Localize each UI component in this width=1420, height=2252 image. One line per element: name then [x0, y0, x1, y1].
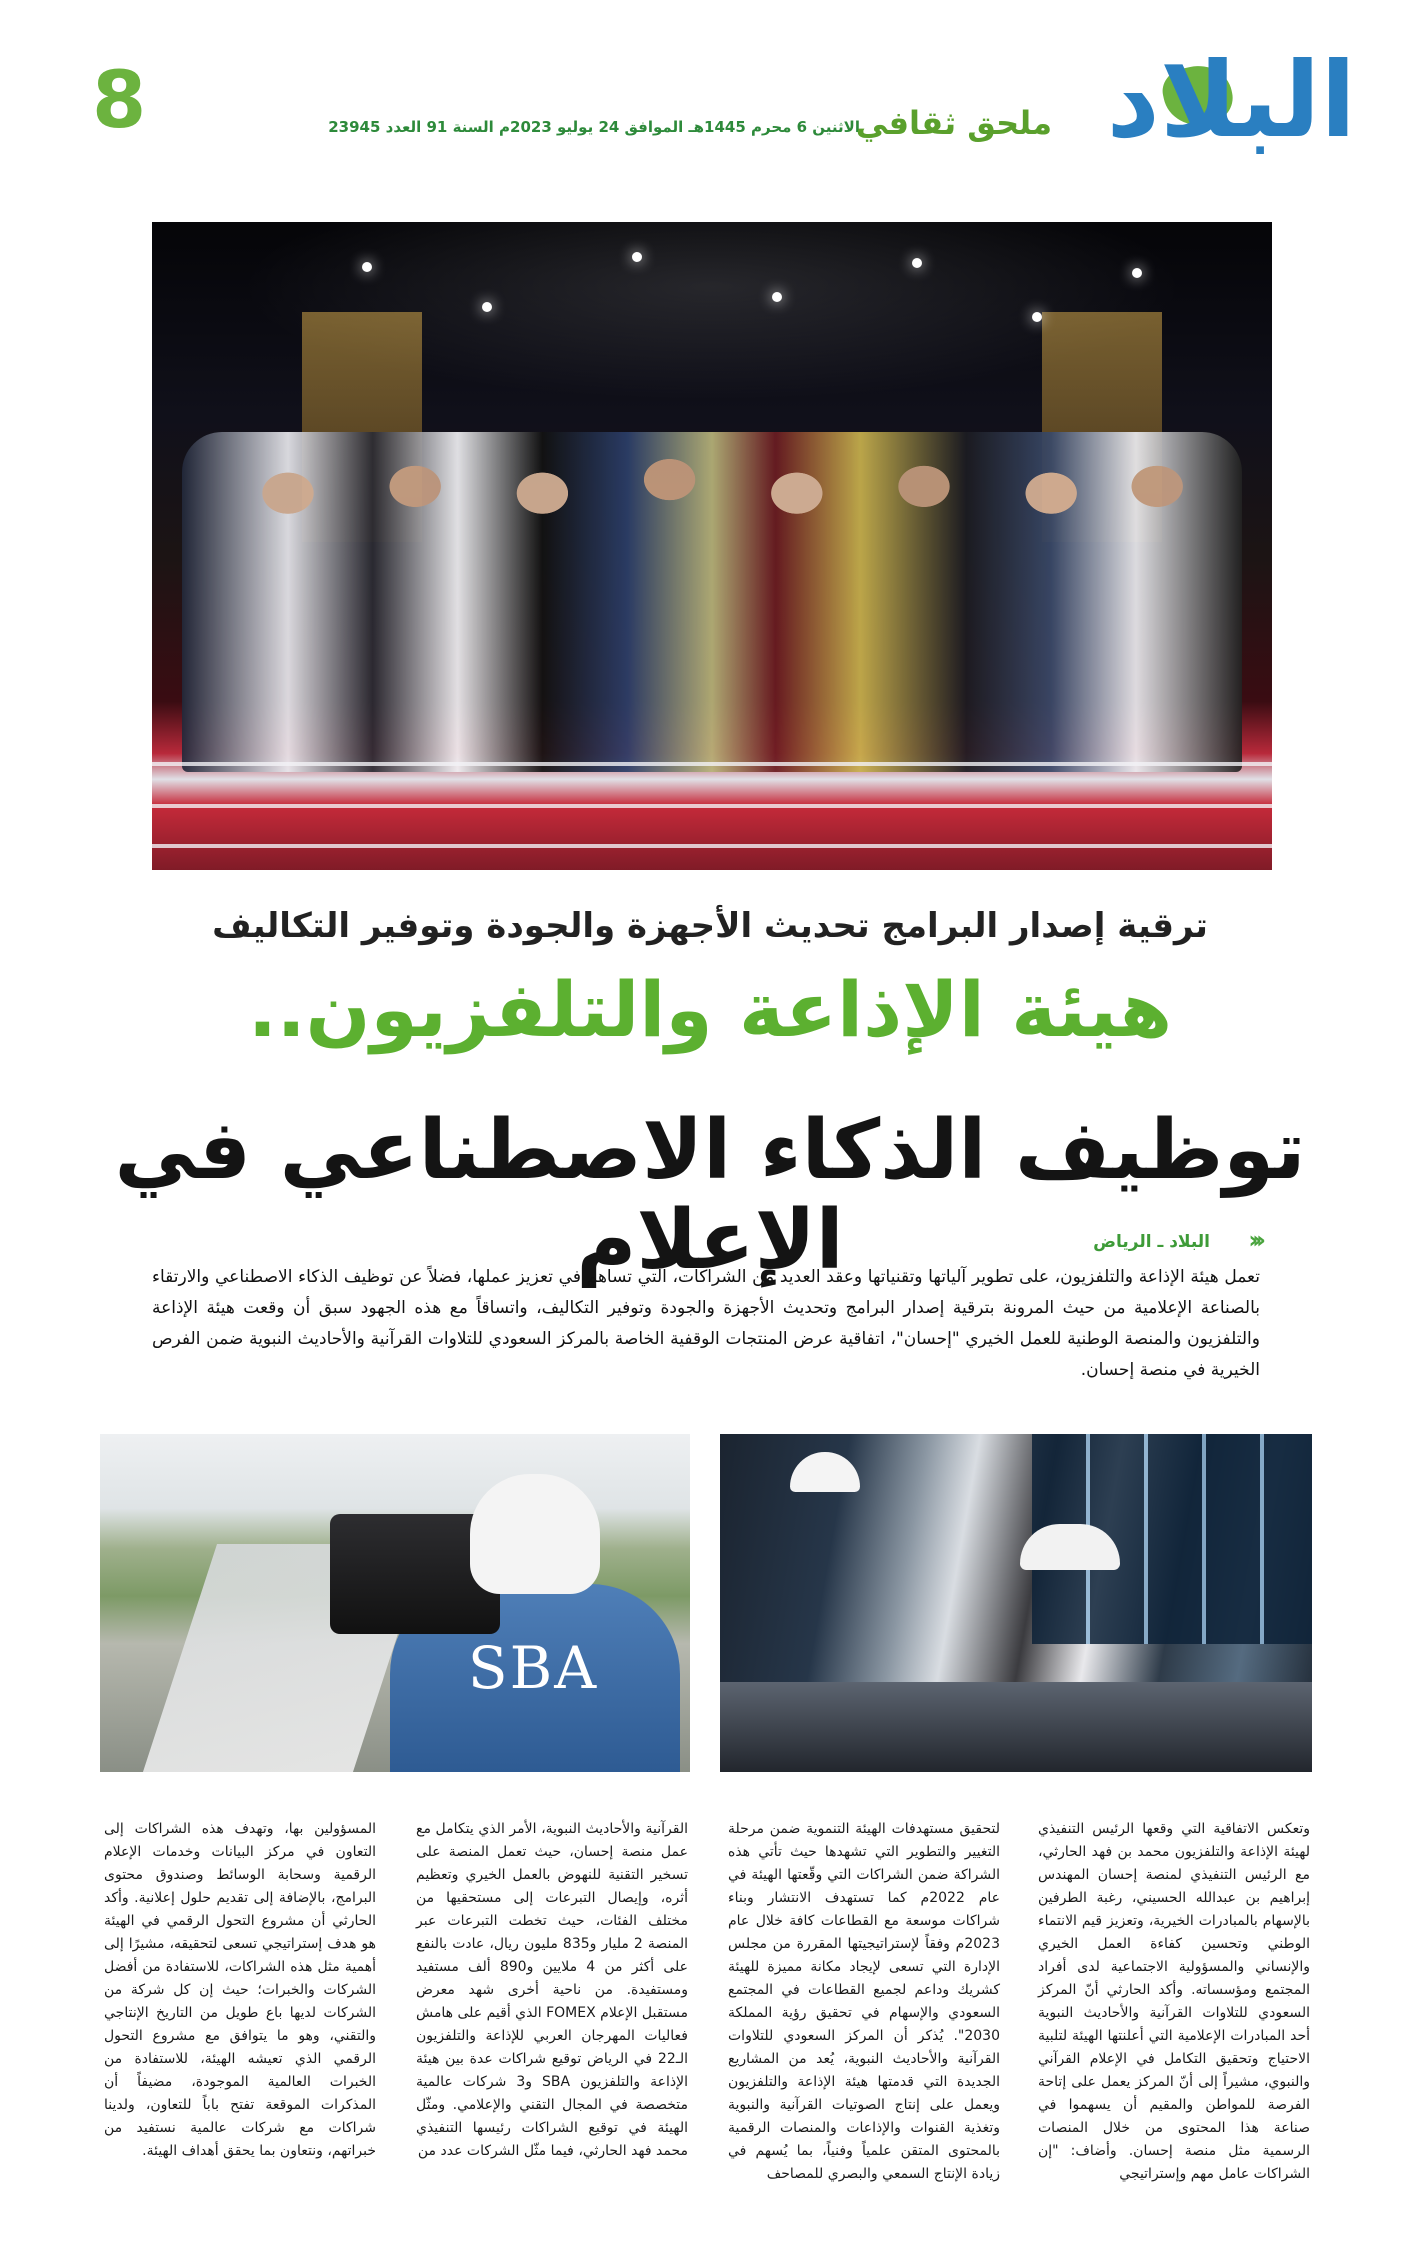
- article-headline-secondary: توظيف الذكاء الاصطناعي في الإعلام: [114, 1103, 1306, 1289]
- photo-control-room: [720, 1434, 1312, 1772]
- article-headline-primary: هيئة الإذاعة والتلفزيون..: [247, 965, 1173, 1054]
- byline-arrows-icon: ‹‹‹: [1248, 1226, 1260, 1254]
- article-column-1: وتعكس الاتفاقية التي وقعها الرئيس التنفيذي لهيئة الإذاعة والتلفزيون محمد بن فهد الحارثي، مع الرئيس التنفيذي لمنصة إحسان المهندس إبراهيم بن عبدالله الحسيني، رغبة الطرفين بالإسهام بالمبادرات الخيرية، وتعزيز قيم الانتماء الوطني وتحسين كفاءة العمل الخيري والإنساني والمسؤولية الاجتماعية لدى أفراد المجتمع ومؤسساته. وأكد الحارثي أنّ المركز السعودي للتلاوات القرآنية والأحاديث النبوية أحد المبادرات الإعلامية التي أعلنتها الهيئة لتلبية الاحتياج وتحقيق التكامل في الإعلام القرآني والنبوي، مشيراً إلى أنّ المركز يعمل على إتاحة الفرصة للمواطن والمقيم أن يسهموا في صناعة هذا المحتوى من خلال المنصات الرسمية مثل منصة إحسان. وأضاف: "إن الشراكات عامل مهم وإستراتيجي: [1038, 1821, 1310, 2182]
- logo-text: البلاد: [1106, 39, 1356, 161]
- article-lead-paragraph: تعمل هيئة الإذاعة والتلفزيون، على تطوير آلياتها وتقنياتها وعقد العديد من الشراكات، التي تساهم في تعزيز عملها، فضلاً عن توظيف الذكاء الاصطناعي والارتقاء بالصناعة الإعلامية من حيث المرونة بترقية إصدار البرامج وتحديث الأجهزة والجودة وتوفير التكاليف، واتساقاً مع هذه الجهود سبق أن وقعت هيئة الإذاعة والتلفزيون والمنصة الوطنية للعمل الخيري "إحسان"، اتفاقية عرض المنتجات الوقفية الخاصة بالمركز السعودي للتلاوات القرآنية والأحاديث النبوية ضمن الفرص الخيرية في منصة إحسان.: [152, 1267, 1260, 1380]
- article-column-4: المسؤولين بها، وتهدف هذه الشراكات إلى التعاون في مركز البيانات وخدمات الإعلام الرقمية وسحابة الوسائط وصندوق محتوى البرامج، بالإضافة إلى تقديم حلول إعلانية. وأكد الحارثي أن مشروع التحول الرقمي في الهيئة هو هدف إستراتيجي تسعى لتحقيقه، مشيرًا إلى أهمية مثل هذه الشراكات، للاستفادة من أفضل الشركات والخبرات؛ حيث إن كل شركة من الشركات لديها باع طويل من التاريخ الإنتاجي والتقني، وهو ما يتوافق مع مشروع التحول الرقمي الذي تعيشه الهيئة، للاستفادة من الخبرات العالمية الموجودة، مضيفاً أن المذكرات الموقعة تفتح باباً للتعاون، ولدينا شراكات مع شركات عالمية نستفيد من خبراتهم، ونتعاون بما يحقق أهداف الهيئة.: [104, 1821, 376, 2159]
- photo-cameraman: [100, 1434, 690, 1772]
- award-winners-group: [182, 432, 1242, 772]
- hero-photo-award-ceremony: [152, 222, 1272, 870]
- sba-vest-logo: SBA: [467, 1634, 599, 1702]
- article-kicker: ترقية إصدار البرامج تحديث الأجهزة والجودة وتوفير التكاليف: [212, 906, 1208, 946]
- dateline: الاثنين 6 محرم 1445هـ الموافق 24 يوليو 2023م السنة 91 العدد 23945: [328, 118, 860, 136]
- newspaper-logo: [1102, 39, 1356, 180]
- cameraman-headset: [470, 1474, 600, 1594]
- control-desk: [720, 1682, 1312, 1772]
- article-column-2: لتحقيق مستهدفات الهيئة التنموية ضمن مرحلة التغيير والتطوير التي تشهدها حيث تأتي هذه الشراكة ضمن الشراكات التي وقّعتها الهيئة في عام 2022م كما تستهدف الانتشار وبناء شراكات موسعة مع القطاعات كافة خلال عام 2023م وفقاً لإستراتيجيتها المقررة من مجلس الإدارة التي تسعى لإيجاد مكانة مميزة للهيئة كشريك وداعم لجميع القطاعات في المجتمع السعودي والإسهام في تحقيق رؤية المملكة 2030". يُذكر أن المركز السعودي للتلاوات القرآنية والأحاديث النبوية، يُعد من المشاريع الجديدة التي قدمتها هيئة الإذاعة والتلفزيون ويعمل على إنتاج الصوتيات القرآنية والنبوية وتغذية القنوات والإذاعات والمنصات الرقمية بالمحتوى المتقن علمياً وفنياً، بما يُسهم في زيادة الإنتاج السمعي والبصري للمصاحف: [728, 1821, 1000, 2182]
- article-byline: البلاد ـ الرياض: [1093, 1232, 1210, 1252]
- page-number: 8: [92, 56, 147, 146]
- supplement-label: ملحق ثقافي: [855, 104, 1052, 142]
- article-column-3: القرآنية والأحاديث النبوية، الأمر الذي يتكامل مع عمل منصة إحسان، حيث تعمل المنصة على تسخير التقنية للنهوض بالعمل الخيري وتعظيم أثره، وإيصال التبرعات إلى مستحقيها من مختلف الفئات، حيث تخطت التبرعات عبر المنصة 2 مليار و835 مليون ريال، عادت بالنفع على أكثر من 4 ملايين و890 ألف مستفيد ومستفيدة. من ناحية أخرى شهد معرض مستقبل الإعلام FOMEX الذي أقيم على هامش فعاليات المهرجان العربي للإذاعة والتلفزيون الـ22 في الرياض توقيع شراكات عدة بين هيئة الإذاعة والتلفزيون SBA و3 شركات عالمية متخصصة في المجال التقني والإعلامي. ومثّل الهيئة في توقيع الشراكات رئيسها التنفيذي محمد فهد الحارثي، فيما مثّل الشركات عدد من: [416, 1821, 689, 2159]
